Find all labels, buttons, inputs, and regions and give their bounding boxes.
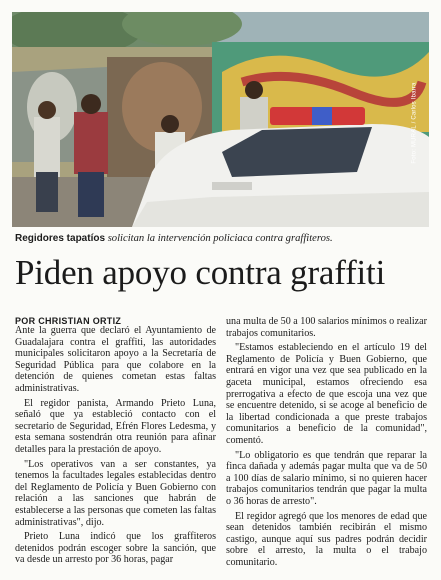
article-paragraph: El regidor panista, Armando Prieto Luna, señaló que ya estableció contacto con el secretario de Seguridad, Efrén Flores Ledesma, y esta semana sostendrán otra reunión para afinar detalles para la prestación de apoyo. (15, 397, 216, 455)
headline: Piden apoyo contra graffiti (15, 253, 386, 292)
article-paragraph: Prieto Luna indicó que los graffiteros detenidos podrán escoger sobre la sanción, que va desde un arresto por 36 horas, pagar (15, 531, 216, 566)
byline: POR CHRISTIAN ORTIZ (15, 316, 122, 326)
article-paragraph: una multa de 50 a 100 salarios mínimos o realizar trabajos comunitarios. (226, 316, 427, 339)
article-paragraph: El regidor agregó que los menores de edad que sean detenidos también recibirán el mismo castigo, aunque aquí sus padres podrán decidir sobre el arresto, la multa o el trabajo comunitario. (226, 510, 427, 568)
news-photo (12, 12, 429, 227)
article-paragraph: "Estamos estableciendo en el artículo 19 del Reglamento de Policía y Buen Gobierno, que entrará en vigor una vez que sea publicado en la gaceta municipal, estamos ofreciendo esa prerrogativa a efecto de que escoja una vez que se encuentre detenido, si se acoge al beneficio de la libertad condicionada a que preste trabajos comunitarios a beneficio de la comunidad", comentó. (226, 342, 427, 446)
article-lead-paragraph: Ante la guerra que declaró el Ayuntamiento de Guadalajara contra el graffiti, las autoridades municipales solicitaron apoyo a la Secretaría de Seguridad Pública para que colabore en la detención de quienes cometan estas faltas administrativas. (15, 325, 216, 394)
article-column-left (15, 325, 216, 569)
graffiti-scene-image (12, 12, 429, 227)
caption-kicker: Regidores tapatíos (15, 233, 106, 244)
article-column-right (226, 316, 427, 571)
article-paragraph: "Lo obligatorio es que tendrán que reparar la finca dañada y además pagar multa que va de 50 a 100 días de salario mínimo, si no quieren hacer trabajos comunitarios tendrán que pagar la multa o 36 horas de arresto". (226, 449, 427, 507)
article-paragraph: "Los operativos van a ser constantes, ya tenemos la facultades legales establecidas dentro del Reglamento de Policía y Buen Gobierno con relación a las sanciones que habrán de establecerse a las personas que cometen las faltas administrativas", dijo. (15, 458, 216, 528)
caption-text: solicitan la intervención policiaca contra graffiteros. (107, 233, 333, 244)
photo-credit: Foto: MURAL / Carlos Ibarra (411, 82, 418, 164)
photo-caption (15, 232, 435, 245)
